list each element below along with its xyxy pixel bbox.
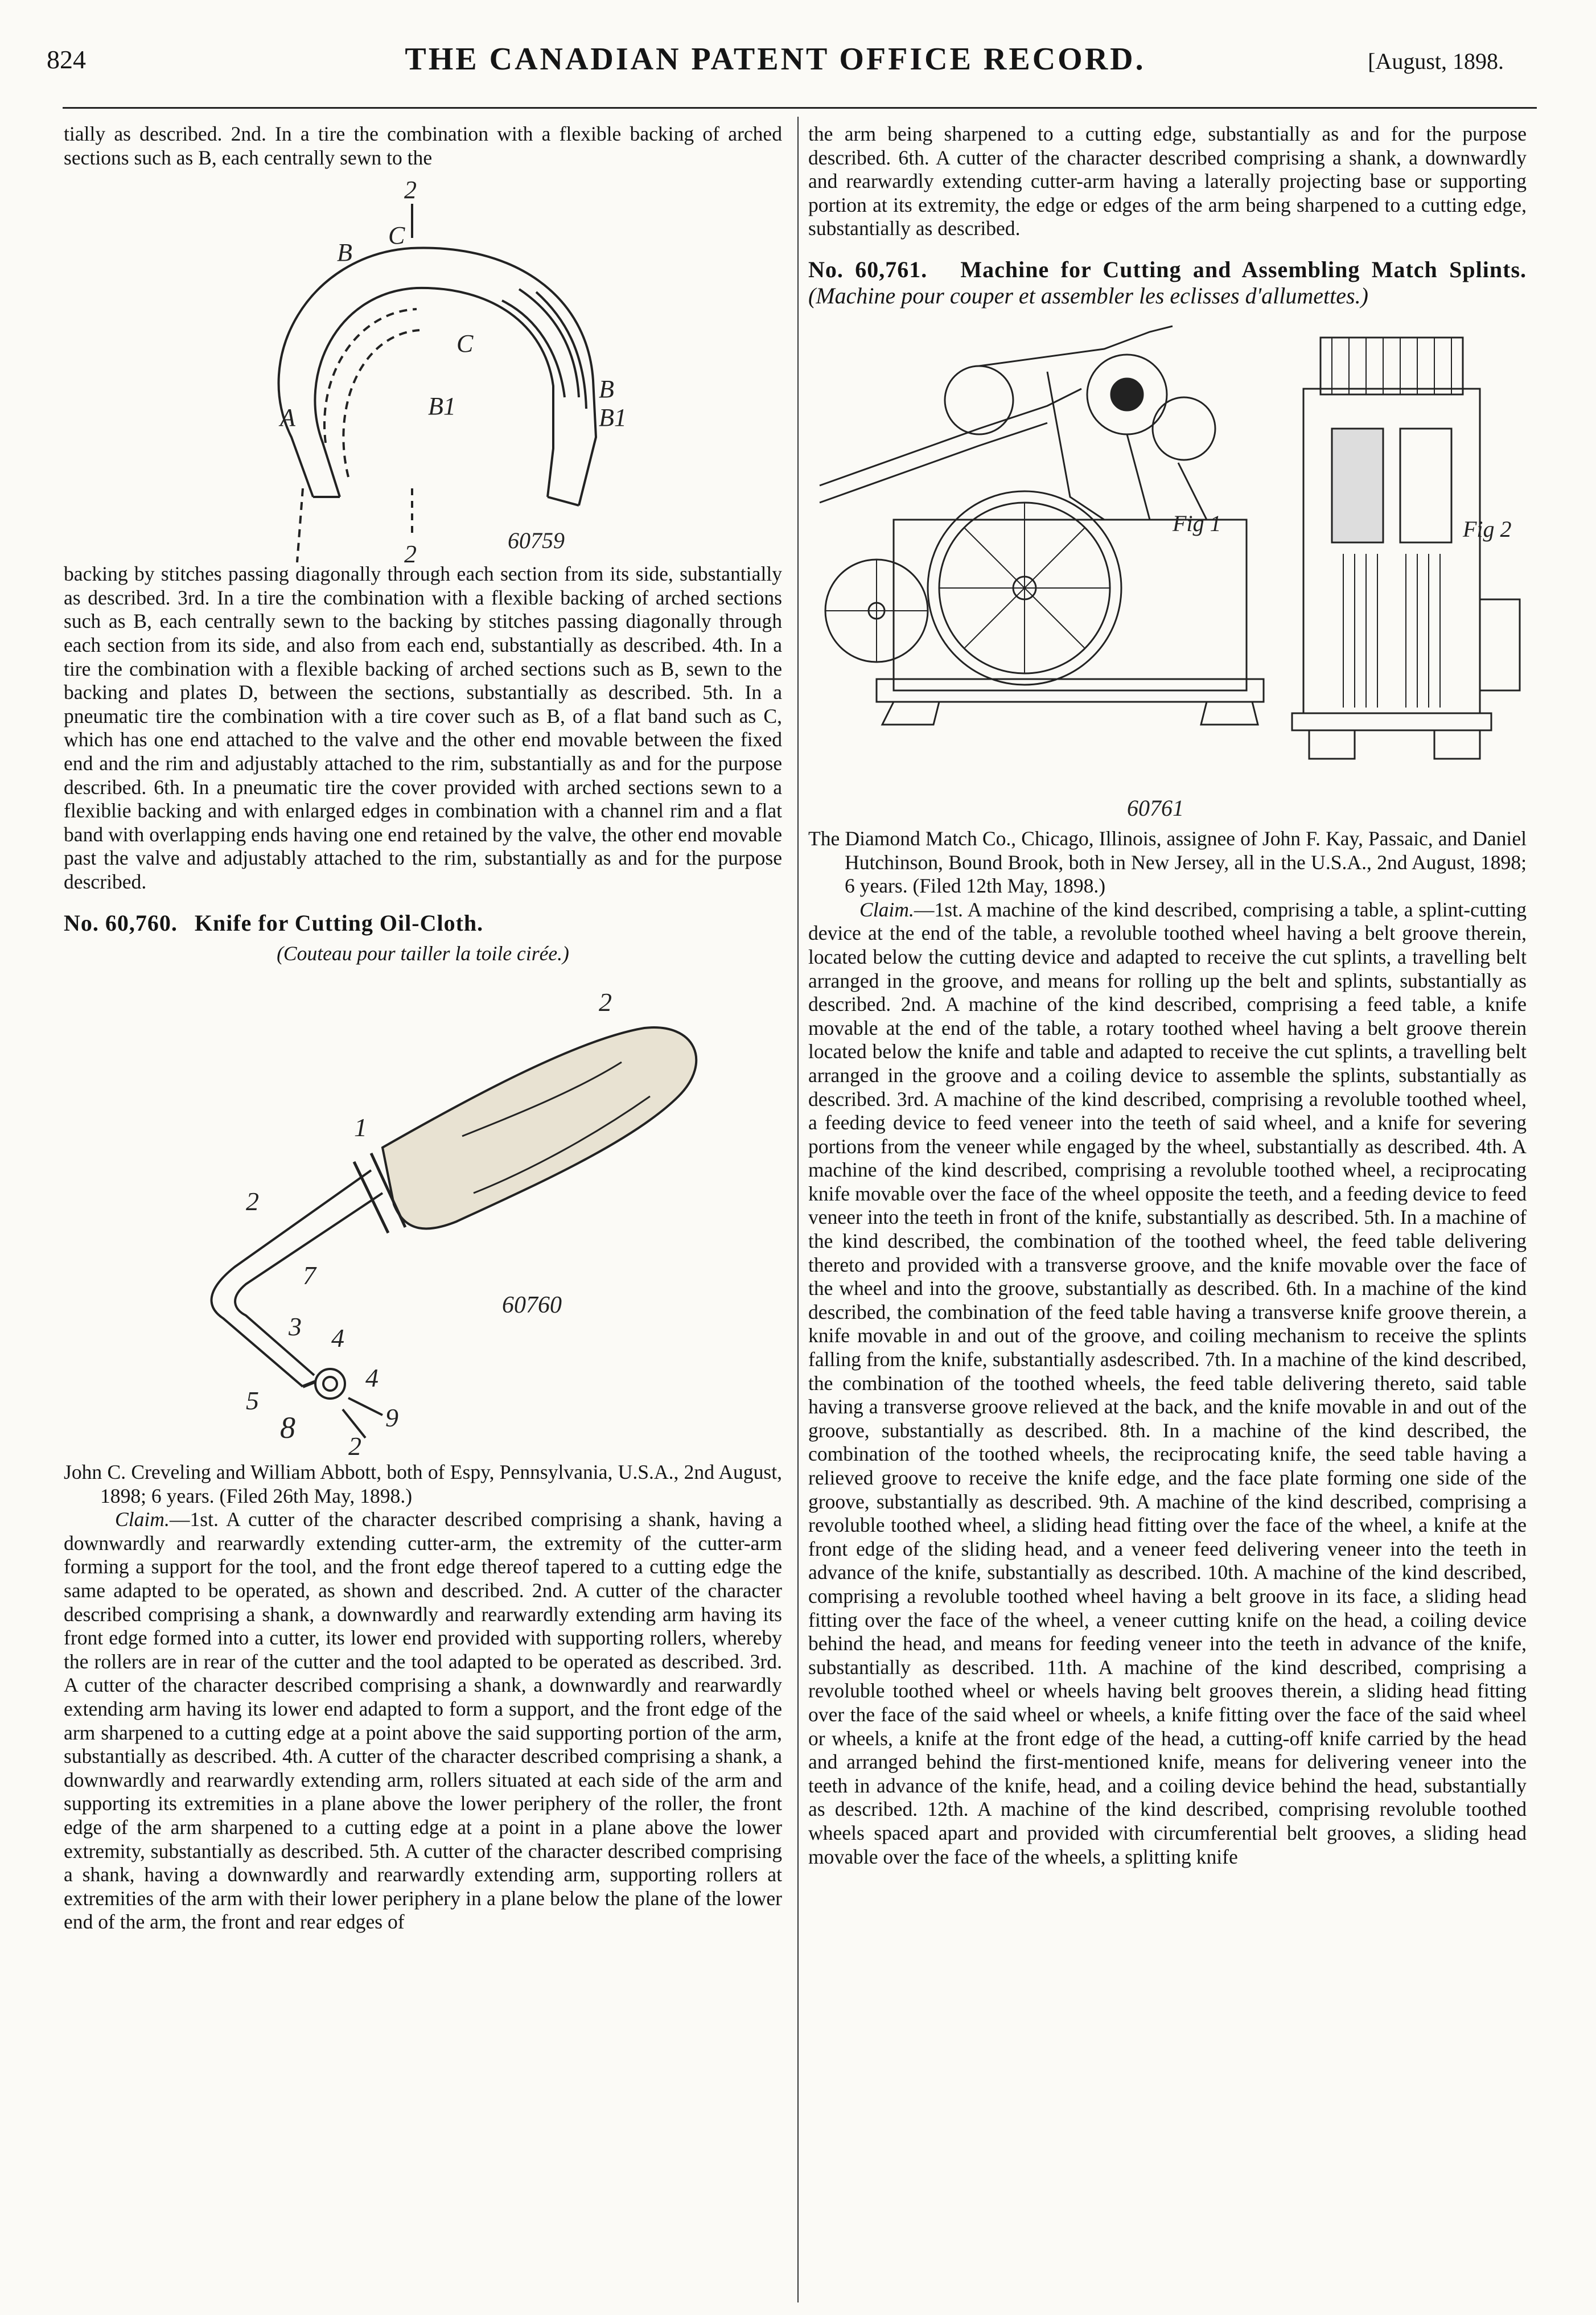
fig-label: 4 [331, 1323, 344, 1353]
fig-label: C [388, 221, 405, 250]
figure-number: 60759 [508, 528, 565, 554]
fig-label: A [280, 404, 295, 432]
continuation-text: backing by stitches passing diagonally through each section from its side, substantially as described. 3rd. In a tire the combination with a flexible backing of arched sections such as B, each centrally sewn to the backing by stitches passing diagonally through each section from its side, and also from each end, substantially as described. 4th. In a tire the combination with a flexible backing of arched sections such as B, sewn to the backing and plates D, between the sections, substantially as described. 5th. In a pneumatic tire the combination with a tire cover such as B, of a flat band such as C, which has one end attached to the valve and the other end movable between the fixed end and the rim and adjustably attached to the rim, substantially as and for the purpose described. 6th. In a pneumatic tire the cover provided with arched sections sewn to a flexiblie backing and with enlarged edges in combination with a channel rim and a flat band with overlapping ends having one end retained by the valve, the other end movable past the valve and adjustably attached to the rim, substantially as and for the purpose described. [64, 562, 782, 893]
issue-date: [August, 1898. [1368, 48, 1504, 74]
knife-drawing [64, 965, 782, 1461]
fig-label: 2 [348, 1432, 361, 1461]
column-divider [797, 117, 799, 2302]
fig-label: B1 [428, 392, 456, 421]
patent-french-title: (Machine pour couper et assembler les eclisses d'allumettes.) [808, 282, 1368, 309]
patent-applicant: The Diamond Match Co., Chicago, Illinois, assignee of John F. Kay, Passaic, and Daniel Hutchinson, Bound Brook, both in New Jersey, all in the U.S.A., 2nd August, 1898; 6 years. (Filed 12th May, 1898.) [808, 827, 1527, 898]
fig-label: 4 [365, 1363, 379, 1393]
fig-label: 9 [385, 1403, 398, 1433]
fig-label: 8 [280, 1411, 295, 1445]
patent-title: Machine for Cutting and Assembling Match Splints. [960, 256, 1527, 282]
page-number: 824 [47, 45, 86, 74]
figure-number: 60760 [502, 1292, 562, 1319]
journal-title: THE CANADIAN PATENT OFFICE RECORD. [405, 42, 1146, 77]
patent-claim [808, 898, 1527, 1869]
fig-label: 5 [246, 1386, 259, 1416]
fig-label: B [599, 375, 614, 404]
patent-title: Knife for Cutting Oil-Cloth. [194, 910, 484, 936]
patent-applicant: John C. Creveling and William Abbott, both of Espy, Pennsylvania, U.S.A., 2nd August, 1898; 6 years. (Filed 26th May, 1898.) [64, 1461, 782, 1507]
figure-60760 [64, 965, 782, 1461]
figure-number: 60761 [1127, 795, 1184, 821]
continuation-text: tially as described. 2nd. In a tire the combination with a flexible backing of arched sections such as B, each centrally sewn to the [64, 122, 782, 169]
patent-heading [808, 257, 1527, 309]
patent-heading [64, 910, 782, 936]
continuation-text: the arm being sharpened to a cutting edge, substantially as and for the purpose described. 6th. A cutter of the character described comprising a shank, a downwardly and rearwardly extending cutter-arm having a laterally projecting base or supporting portion at its extremity, the edge or edges of the arm being sharpened to a cutting edge, substantially as described. [808, 122, 1527, 240]
fig-label: 2 [246, 1187, 259, 1216]
figure-60759 [64, 170, 782, 562]
claim-text: —1st. A machine of the kind described, comprising a table, a splint-cutting device at the end of the table, a revoluble toothed wheel having a belt groove therein, located below the cutting device and adapted to receive the cut splints, a travelling belt arranged in the groove, and means for rolling up the belt and splints, substantially as described. 2nd. A machine of the kind described, comprising a feed table, a knife movable at the end of the table, a rotary toothed wheel having a belt groove therein located below the knife and table and adapted to receive the cut splints, a travelling belt arranged in the groove and a coiling device to assemble the splints, substantially as described. 3rd. A machine of the kind described, comprising a revoluble toothed wheel, a feeding device to feed veneer into the teeth of said wheel, and a knife for severing portions from the veneer while engaged by the wheel, substantially as described. 4th. A machine of the kind described, comprising a revoluble toothed wheel, a reciprocating knife movable over the face of the wheel opposite the teeth, and a feeding device to feed veneer into the teeth in front of the knife, substantially as described. 5th. In a machine of the kind described, the combination of the toothed wheel, the feed table delivering thereto and provided with a transverse groove, and the knife movable over the face of the wheel and into the groove, substantially as described. 6th. In a machine of the kind described, the combination of the feed table having a transverse knife groove therein, a knife movable in and out of the groove, and coiling mechanism to receive the splints falling from the knife, substantially asdescribed. 7th. In a machine of the kind described, the combination of the toothed wheels, the feed table delivering thereto, said table having a transverse groove relieved at the back, and the knife movable in and out of the groove, substantially as described. 8th. In a machine of the kind described, the combination of the toothed wheels, the reciprocating knife, the seed table having a relieved groove to receive the knife edge, and the face plate forming one side of the groove, substantially as described. 9th. A machine of the kind described, comprising a revoluble toothed wheel, a sliding head fitting over the face of the wheel, a knife at the front edge of the sliding head, and a veneer feed delivering veneer into the teeth in advance of the knife, substantially as described. 10th. A machine of the kind described, comprising a revoluble toothed wheel having a belt groove in its face, a sliding head fitting over the face of the wheel, a veneer cutting knife on the head, a coiling device behind the head, and means for feeding veneer into the teeth in advance of the knife, substantially as described. 11th. A machine of the kind described, comprising a revoluble toothed wheel or wheels having belt grooves therein, a sliding head fitting over the face of the said wheel or wheels, a knife fitting over the face of the said wheel or wheels, a knife at the front edge of the head, a cutting-off knife carried by the head and arranged behind the first-mentioned knife, means for delivering veneer into the teeth in advance of the knife, head, and a coiling device behind the head, substantially as described. 12th. A machine of the kind described, comprising revoluble toothed wheels spaced apart and provided with circumferential belt grooves, a sliding head movable over the face of the wheels, a splitting knife [808, 898, 1527, 1868]
claim-label: Claim. [859, 898, 914, 921]
tire-section-drawing [64, 170, 782, 562]
page-header [47, 44, 1504, 90]
fig-label: 2 [599, 988, 612, 1017]
fig-label: B1 [599, 404, 627, 432]
fig1-label: Fig 1 [1173, 510, 1221, 536]
fig-label: C [456, 330, 474, 358]
patent-claim [64, 1508, 782, 1934]
figure-60761 [808, 315, 1527, 827]
fig2-label: Fig 2 [1463, 516, 1512, 542]
patent-number: No. 60,761. [808, 256, 928, 282]
fig-label: 2 [404, 176, 417, 204]
fig-label: 1 [354, 1113, 367, 1142]
claim-label: Claim. [115, 1508, 170, 1531]
match-machine-drawing [808, 315, 1527, 827]
header-rule [63, 107, 1537, 109]
fig-label: 2 [404, 540, 417, 563]
fig-label: 3 [289, 1312, 302, 1342]
left-column [64, 122, 782, 1934]
fig-label: 7 [303, 1261, 316, 1290]
right-column [808, 122, 1527, 1869]
patent-french-title: (Couteau pour tailler la toile cirée.) [277, 941, 569, 965]
patent-number: No. 60,760. [64, 910, 178, 936]
claim-text: —1st. A cutter of the character described comprising a shank, having a downwardly and rearwardly extending cutter-arm, the extremity of the cutter-arm forming a support for the tool, and the front edge thereof tapered to a cutting edge the same adapted to be operated, as shown and described. 2nd. A cutter of the character described comprising a shank, a downwardly and rearwardly extending arm having its front edge formed into a cutter, its lower end provided with supporting rollers, whereby the rollers are in rear of the cutter and the tool adapted to be operated as described. 3rd. A cutter of the character described comprising a shank, a downwardly and rearwardly extending arm having its lower end adapted to form a support, and the front edge of the arm sharpened to a cutting edge at a point above the said supporting portion of the arm, substantially as described. 4th. A cutter of the character described comprising a shank, a downwardly and rearwardly extending arm, rollers situated at each side of the arm and supporting its extremities in a plane above the lower periphery of the roller, the front edge of the arm sharpened to a cutting edge at a point in a plane above the lower extremity, substantially as described. 5th. A cutter of the character described comprising a shank, having a downwardly and rearwardly extending arm, supporting rollers at extremities of the arm with their lower periphery in a plane below the plane of the lower end of the arm, the front and rear edges of [64, 1508, 782, 1934]
fig-label: B [337, 239, 352, 267]
